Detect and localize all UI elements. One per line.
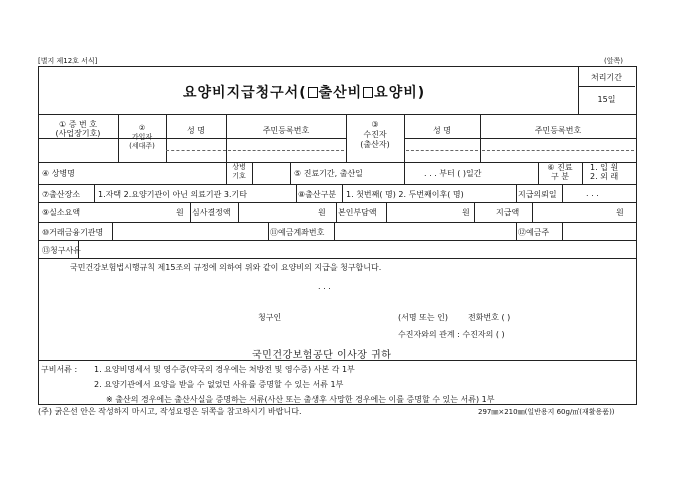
birth-mother-text: (출산자) — [360, 140, 390, 149]
subscriber-num: ② — [138, 124, 146, 132]
actual-cost-unit: 원 — [176, 208, 184, 217]
subscriber-text: 가입자 — [131, 133, 153, 141]
account-holder-label: ⑫예금주 — [518, 228, 550, 237]
approved-amount-label: 심사결정액 — [192, 208, 231, 217]
relation-label[interactable]: 수진자와의 관계 : 수진자의 ( ) — [398, 330, 505, 339]
title-main: 요양비지급청구서( — [183, 85, 307, 101]
household-text: (세대주) — [129, 142, 155, 150]
required-doc-note: ※ 출산의 경우에는 출산사실을 증명하는 서류(사산 또는 출생후 사망한 경우에는 이를 증명할 수 있는 서류) 1부 — [106, 395, 495, 404]
period-value[interactable]: . . . 부터 ( )일간 — [424, 169, 482, 178]
approved-amount-unit: 원 — [318, 208, 326, 217]
rrn-label: 주민등록번호 — [262, 126, 310, 135]
name-label-2: 성 명 — [433, 126, 451, 135]
actual-cost-label: ⑨실소요액 — [42, 208, 81, 217]
checkbox-birth[interactable] — [308, 87, 318, 98]
option-inpatient[interactable]: 1. 입 원 — [590, 163, 619, 172]
signature-label[interactable]: (서명 또는 인) — [398, 313, 448, 322]
form-number: [별지 제12호 서식] — [38, 57, 98, 65]
subscriber-rrn-field[interactable] — [228, 150, 344, 151]
disease-label: ④ 상병명 — [42, 169, 75, 178]
recipient-rrn-field[interactable] — [482, 150, 634, 151]
birth-place-label: ⑦출산장소 — [42, 190, 81, 199]
copay-label: 본인부담액 — [338, 208, 377, 217]
cert-number-label — [40, 120, 116, 138]
claim-reason-label: ⑬청구사유 — [42, 246, 81, 255]
birth-class-options[interactable]: 1. 첫번째( 명) 2. 두번째이후( 명) — [346, 190, 464, 199]
form-title — [183, 82, 425, 102]
addressee: 국민건강보험공단 이사장 귀하 — [252, 350, 392, 361]
disease-code-text: 상병 — [232, 163, 246, 171]
payment-request-date-value[interactable]: . . . — [586, 189, 599, 198]
recipient-num: ③ — [371, 120, 379, 129]
treatment-type-label — [538, 163, 582, 181]
code-symbol-text: 기호 — [232, 172, 246, 180]
name-label: 성 명 — [187, 126, 205, 135]
required-doc-2: 2. 요양기관에서 요양을 받을 수 없었던 사유를 증명할 수 있는 서류 1부 — [94, 380, 344, 389]
claim-date[interactable]: . . . — [318, 282, 331, 291]
required-doc-1: 1. 요양비명세서 및 영수증(약국의 경우에는 처방전 및 영수증) 사본 각 1부 — [94, 365, 355, 374]
paid-amount-unit: 원 — [616, 208, 624, 217]
treatment-text: ⑥ 진료 — [547, 163, 573, 172]
cert-number-text: ① 증 번 호 — [59, 120, 97, 129]
recipient-label — [346, 120, 404, 150]
birth-class-label: ⑧출산구분 — [298, 190, 337, 199]
period-label: ⑤ 진료기간, 출산일 — [294, 169, 363, 178]
paid-amount-label: 지급액 — [496, 208, 520, 217]
business-code-text: (사업장기호) — [55, 129, 101, 138]
checkbox-medical[interactable] — [363, 87, 373, 98]
disease-code-label — [226, 163, 252, 181]
recipient-name-field[interactable] — [406, 150, 478, 151]
payment-request-date-label: 지급의뢰일 — [518, 190, 557, 199]
copay-unit: 원 — [462, 208, 470, 217]
account-number-label: ⑪예금계좌번호 — [270, 228, 325, 237]
title-option-medical: 요양비) — [374, 85, 426, 101]
option-outpatient[interactable]: 2. 외 래 — [590, 172, 619, 181]
treatment-options[interactable] — [590, 163, 618, 181]
type-text: 구 분 — [551, 172, 569, 181]
processing-label: 처리기간 — [591, 73, 622, 82]
claimant-label: 청구인 — [258, 313, 282, 322]
recipient-text: 수진자 — [363, 130, 387, 139]
bank-name-label: ⑩거래금융기관명 — [42, 228, 104, 237]
required-docs-label: 구비서류 : — [41, 365, 78, 374]
processing-value: 15일 — [597, 95, 616, 104]
paper-spec: 297㎜×210㎜(일반용지 60g/㎡(재활용품)) — [478, 408, 615, 416]
claim-statement: 국민건강보험법시행규칙 제15조의 규정에 의하여 위와 같이 요양비의 지급을 청구합니다. — [70, 263, 382, 272]
birth-place-options[interactable]: 1.자택 2.요양기관이 아닌 의료기관 3.기타 — [98, 190, 247, 199]
side-note: (앞쪽) — [604, 57, 623, 65]
rrn-label-2: 주민등록번호 — [534, 126, 582, 135]
subscriber-name-field[interactable] — [166, 150, 226, 151]
title-option-birth: 출산비 — [318, 85, 363, 101]
footer-note: (주) 굵은선 안은 작성하지 마시고, 작성요령은 뒤쪽을 참고하시기 바랍니다. — [38, 407, 302, 416]
phone-label[interactable]: 전화번호 ( ) — [468, 313, 511, 322]
